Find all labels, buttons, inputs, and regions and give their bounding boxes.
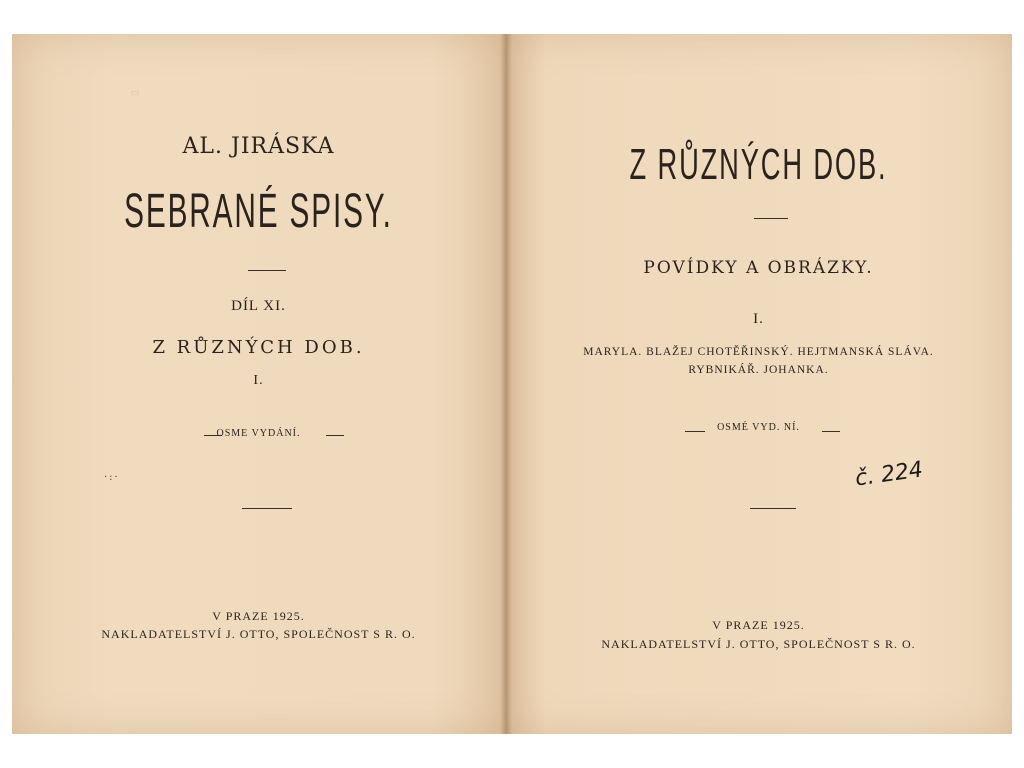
handwritten-number: č. 224 [853,457,925,492]
volume-number: DÍL XI. [231,298,286,314]
part-number: I. [253,373,264,388]
divider [248,270,286,271]
contents-line-2: RYBNIKÁŘ. JOHANKA. [688,364,829,376]
contents-line-1: MARYLA. BLAŽEJ CHOTĚŘINSKÝ. HEJTMANSKÁ SLÁVA. [583,346,934,358]
left-page [12,34,505,734]
divider [750,508,796,509]
publisher: NAKLADATELSTVÍ J. OTTO, SPOLEČNOST S R. O. [601,637,916,651]
main-title: Z RŮZNÝCH DOB. [629,140,888,189]
place-year: V PRAZE 1925. [712,618,805,632]
edition-dash-right [822,431,840,432]
divider [754,218,788,219]
publisher: NAKLADATELSTVÍ J. OTTO, SPOLEČNOST S R. O. [101,627,416,641]
work-title: Z RŮZNÝCH DOB. [152,337,365,358]
divider [242,508,292,509]
ink-specks: ·:· [104,472,120,483]
subtitle: POVÍDKY A OBRÁZKY. [643,258,874,278]
edition-dash-right [326,435,344,436]
edition-label: OSME VYDÁNÍ. [216,428,301,439]
right-page [505,34,1012,734]
book-gutter [500,34,512,734]
book-spread [12,34,1012,734]
author-name: AL. JIRÁSKA [182,134,335,159]
faded-stamp: ▭ [130,88,140,99]
edition-label: OSMÉ VYD. NÍ. [717,422,800,433]
part-number: I. [753,311,764,327]
series-title: SEBRANÉ SPISY. [124,185,393,238]
place-year: V PRAZE 1925. [212,609,305,623]
